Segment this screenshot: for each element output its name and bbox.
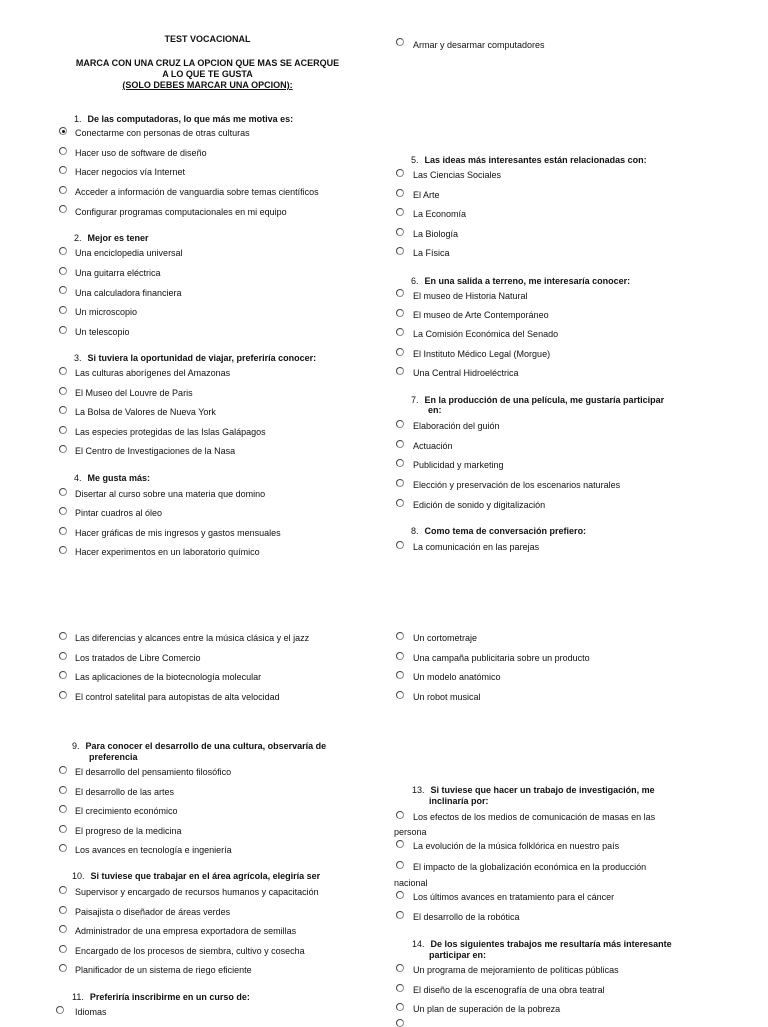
radio-q14-3[interactable] — [396, 1003, 404, 1011]
option-q2-3: Una calculadora financiera — [75, 288, 182, 298]
option-q1-6: Armar y desarmar computadores — [413, 40, 545, 50]
radio-q8-4[interactable] — [59, 671, 67, 679]
option-q7-4: Elección y preservación de los escenarios naturales — [413, 480, 621, 490]
radio-q4-3[interactable] — [59, 527, 67, 535]
option-q10-1: Supervisor y encargado de recursos humanos y capacitación — [75, 887, 319, 897]
option-q1-5: Configurar programas computacionales en mi equipo — [75, 207, 287, 217]
option-q6-1: El museo de Historia Natural — [413, 291, 528, 301]
radio-q1-5[interactable] — [59, 205, 67, 213]
option-q4-3: Hacer gráficas de mis ingresos y gastos mensuales — [75, 528, 281, 538]
question-4-title: 4. Me gusta más: — [74, 473, 151, 483]
radio-q3-5[interactable] — [59, 445, 67, 453]
option-q9-5: Los avances en tecnología e ingeniería — [75, 845, 232, 855]
radio-q4-2[interactable] — [59, 507, 67, 515]
option-q12-4: Un robot musical — [413, 692, 481, 702]
radio-q3-1[interactable] — [59, 367, 67, 375]
radio-q7-2[interactable] — [396, 440, 404, 448]
option-q4-1: Disertar al curso sobre una materia que domino — [75, 489, 266, 499]
option-q6-4: El Instituto Médico Legal (Morgue) — [413, 349, 551, 359]
option-q9-2: El desarrollo de las artes — [75, 787, 175, 797]
option-q9-1: El desarrollo del pensamiento filosófico — [75, 767, 232, 777]
option-q10-3: Administrador de una empresa exportadora de semillas — [75, 926, 297, 936]
radio-q12-3[interactable] — [396, 671, 404, 679]
question-5-title: 5. Las ideas más interesantes están relacionadas con: — [411, 155, 647, 165]
radio-q1-4[interactable] — [59, 186, 67, 194]
radio-q3-2[interactable] — [59, 387, 67, 395]
question-3-title: 3. Si tuviera la oportunidad de viajar, preferiría conocer: — [74, 353, 317, 363]
option-q14-3: Un plan de superación de la pobreza — [413, 1004, 561, 1014]
option-q6-3: La Comisión Económica del Senado — [413, 329, 559, 339]
option-q7-1: Elaboración del guión — [413, 421, 500, 431]
radio-q4-4[interactable] — [59, 546, 67, 554]
question-10-title: 10. Si tuviese que trabajar en el área agrícola, elegiría ser — [72, 871, 321, 881]
option-q13-3: El impacto de la globalización económica en la producción — [413, 862, 647, 872]
radio-q6-4[interactable] — [396, 348, 404, 356]
radio-q1-6[interactable] — [396, 38, 404, 46]
question-7-title: 7. En la producción de una película, me gustaría participar — [411, 395, 665, 405]
radio-q9-4[interactable] — [59, 825, 67, 833]
option-q8-1: La comunicación en las parejas — [413, 542, 540, 552]
radio-q7-5[interactable] — [396, 499, 404, 507]
radio-q8-2[interactable] — [59, 632, 67, 640]
option-q7-2: Actuación — [413, 441, 453, 451]
radio-q9-2[interactable] — [59, 786, 67, 794]
option-q13-3-cont: nacional — [394, 878, 428, 888]
radio-q4-1[interactable] — [59, 488, 67, 496]
option-q8-2: Las diferencias y alcances entre la música clásica y el jazz — [75, 633, 310, 643]
radio-q2-4[interactable] — [59, 306, 67, 314]
radio-q10-4[interactable] — [59, 945, 67, 953]
radio-q8-5[interactable] — [59, 691, 67, 699]
question-13-title: 13. Si tuviese que hacer un trabajo de investigación, me — [412, 785, 655, 795]
question-1-title: 1. De las computadoras, lo que más me motiva es: — [74, 114, 294, 124]
option-q14-2: El diseño de la escenografía de una obra teatral — [413, 985, 605, 995]
radio-q12-2[interactable] — [396, 652, 404, 660]
question-6-title: 6. En una salida a terreno, me interesaría conocer: — [411, 276, 631, 286]
option-q13-5: El desarrollo de la robótica — [413, 912, 520, 922]
option-q10-4: Encargado de los procesos de siembra, cultivo y cosecha — [75, 946, 305, 956]
option-q1-4: Acceder a información de vanguardia sobre temas científicos — [75, 187, 319, 197]
question-14-title: 14. De los siguientes trabajos me resultaría más interesante — [412, 939, 672, 949]
radio-q2-3[interactable] — [59, 286, 67, 294]
radio-q6-2[interactable] — [396, 309, 404, 317]
radio-q2-2[interactable] — [59, 267, 67, 275]
option-q2-2: Una guitarra eléctrica — [75, 268, 161, 278]
option-q5-2: El Arte — [413, 190, 440, 200]
radio-q13-2[interactable] — [396, 840, 404, 848]
radio-q5-4[interactable] — [396, 228, 404, 236]
option-q13-2: La evolución de la música folklórica en nuestro país — [413, 841, 620, 851]
radio-q10-1[interactable] — [59, 886, 67, 894]
radio-q12-1[interactable] — [396, 632, 404, 640]
question-13-title-cont: inclinaría por: — [429, 796, 489, 806]
option-q10-2: Paisajista o diseñador de áreas verdes — [75, 907, 231, 917]
option-q9-3: El crecimiento económico — [75, 806, 178, 816]
radio-q3-4[interactable] — [59, 426, 67, 434]
radio-q14-2[interactable] — [396, 984, 404, 992]
option-q1-2: Hacer uso de software de diseño — [75, 148, 207, 158]
radio-q3-3[interactable] — [59, 406, 67, 414]
option-q8-4: Las aplicaciones de la biotecnología molecular — [75, 672, 262, 682]
option-q8-3: Los tratados de Libre Comercio — [75, 653, 201, 663]
radio-q9-3[interactable] — [59, 805, 67, 813]
option-q2-1: Una enciclopedia universal — [75, 248, 183, 258]
option-q5-4: La Biología — [413, 229, 459, 239]
radio-q6-3[interactable] — [396, 328, 404, 336]
radio-q5-3[interactable] — [396, 208, 404, 216]
radio-q6-5[interactable] — [396, 367, 404, 375]
question-14-title-cont: participar en: — [429, 950, 487, 960]
option-q2-4: Un microscopio — [75, 307, 138, 317]
instruction-line-3: (SOLO DEBES MARCAR UNA OPCION): — [122, 80, 293, 90]
radio-q13-3[interactable] — [396, 861, 404, 869]
instruction-line-1: MARCA CON UNA CRUZ LA OPCION QUE MAS SE ACERQUE — [75, 58, 340, 68]
radio-q11-1[interactable] — [56, 1006, 64, 1014]
option-q13-1: Los efectos de los medios de comunicación de masas en las — [413, 812, 656, 822]
radio-q5-1[interactable] — [396, 169, 404, 177]
option-q4-2: Pintar cuadros al óleo — [75, 508, 163, 518]
radio-q14-1[interactable] — [396, 964, 404, 972]
question-8-title: 8. Como tema de conversación prefiero: — [411, 526, 587, 536]
radio-q8-3[interactable] — [59, 652, 67, 660]
radio-q6-1[interactable] — [396, 289, 404, 297]
option-q3-2: El Museo del Louvre de Paris — [75, 388, 193, 398]
radio-q10-2[interactable] — [59, 906, 67, 914]
radio-q14-4[interactable] — [396, 1019, 404, 1027]
option-q13-4: Los últimos avances en tratamiento para el cáncer — [413, 892, 615, 902]
radio-q12-4[interactable] — [396, 691, 404, 699]
radio-q1-2[interactable] — [59, 147, 67, 155]
radio-q7-1[interactable] — [396, 420, 404, 428]
radio-q13-1[interactable] — [396, 811, 404, 819]
radio-q9-5[interactable] — [59, 844, 67, 852]
radio-q9-1[interactable] — [59, 766, 67, 774]
option-q5-5: La Física — [413, 248, 450, 258]
radio-q7-4[interactable] — [396, 479, 404, 487]
option-q8-5: El control satelital para autopistas de alta velocidad — [75, 692, 280, 702]
question-9-title-cont: preferencia — [89, 752, 138, 762]
radio-q2-5[interactable] — [59, 326, 67, 334]
option-q6-5: Una Central Hidroeléctrica — [413, 368, 519, 378]
option-q7-3: Publicidad y marketing — [413, 460, 504, 470]
option-q12-2: Una campaña publicitaria sobre un producto — [413, 653, 590, 663]
option-q2-5: Un telescopio — [75, 327, 130, 337]
radio-q13-5[interactable] — [396, 911, 404, 919]
radio-q1-3[interactable] — [59, 166, 67, 174]
option-q3-4: Las especies protegidas de las Islas Galápagos — [75, 427, 266, 437]
question-2-title: 2. Mejor es tener — [74, 233, 149, 243]
radio-q10-5[interactable] — [59, 964, 67, 972]
option-q12-1: Un cortometraje — [413, 633, 478, 643]
radio-q13-4[interactable] — [396, 891, 404, 899]
option-q1-1: Conectarme con personas de otras culturas — [75, 128, 250, 138]
option-q5-1: Las Ciencias Sociales — [413, 170, 502, 180]
test-title: TEST VOCACIONAL — [164, 34, 251, 44]
option-q3-5: El Centro de Investigaciones de la Nasa — [75, 446, 236, 456]
option-q13-1-cont: persona — [394, 827, 427, 837]
option-q1-3: Hacer negocios vía Internet — [75, 167, 186, 177]
question-7-title-cont: en: — [428, 405, 442, 415]
radio-q7-3[interactable] — [396, 459, 404, 467]
question-11-title: 11. Preferiría inscribirme en un curso de: — [72, 992, 250, 1002]
radio-q2-1[interactable] — [59, 247, 67, 255]
instruction-line-2: A LO QUE TE GUSTA — [162, 69, 253, 79]
option-q12-3: Un modelo anatómico — [413, 672, 501, 682]
option-q9-4: El progreso de la medicina — [75, 826, 182, 836]
option-q6-2: El museo de Arte Contemporáneo — [413, 310, 549, 320]
option-q11-1: Idiomas — [75, 1007, 107, 1017]
radio-q5-5[interactable] — [396, 247, 404, 255]
option-q3-3: La Bolsa de Valores de Nueva York — [75, 407, 216, 417]
option-q4-4: Hacer experimentos en un laboratorio químico — [75, 547, 260, 557]
question-9-title: 9. Para conocer el desarrollo de una cultura, observaría de — [72, 741, 327, 751]
option-q14-1: Un programa de mejoramiento de políticas públicas — [413, 965, 619, 975]
radio-q1-1[interactable] — [59, 127, 67, 135]
option-q7-5: Edición de sonido y digitalización — [413, 500, 546, 510]
option-q5-3: La Economía — [413, 209, 467, 219]
option-q10-5: Planificador de un sistema de riego eficiente — [75, 965, 252, 975]
option-q3-1: Las culturas aborígenes del Amazonas — [75, 368, 231, 378]
radio-q5-2[interactable] — [396, 189, 404, 197]
radio-q8-1[interactable] — [396, 541, 404, 549]
radio-q10-3[interactable] — [59, 925, 67, 933]
